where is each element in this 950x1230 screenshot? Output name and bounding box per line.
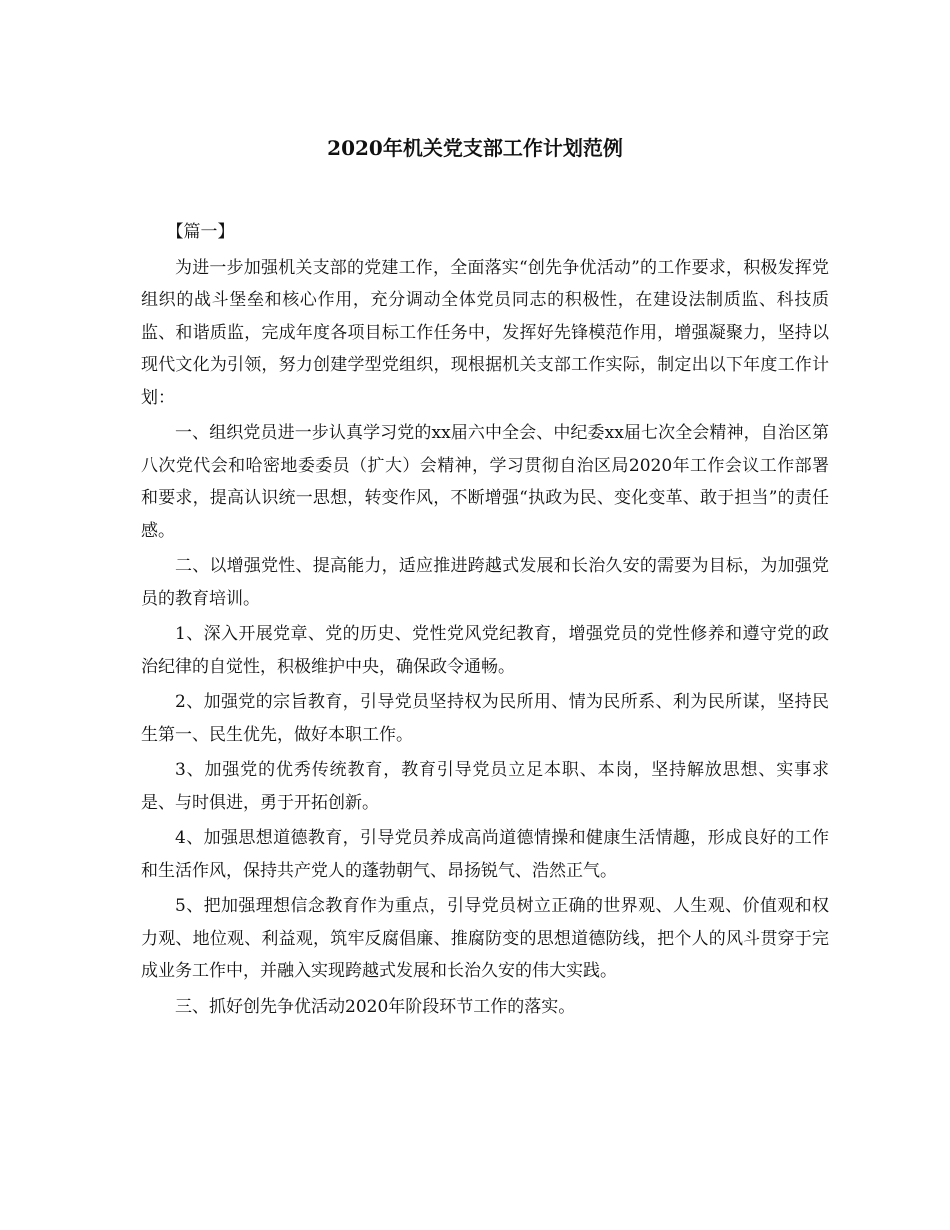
paragraph-item-1: 一、组织党员进一步认真学习党的xx届六中全会、中纪委xx届七次全会精神，自治区第八次党代会和哈密地委委员（扩大）会精神，学习贯彻自治区局2020年工作会议工作部署和要求，提高认识统一思想，转变作风，不断增强“执政为民、变化变革、敢于担当”的责任感。 xyxy=(141,423,829,541)
paragraph-subitem-5: 5、把加强理想信念教育作为重点，引导党员树立正确的世界观、人生观、价值观和权力观、地位观、利益观，筑牢反腐倡廉、推腐防变的思想道德防线，把个人的风斗贯穿于完成业务工作中，并融入实现跨越式发展和长治久安的伟大实践。 xyxy=(141,896,829,981)
paragraph-item-3: 三、抓好创先争优活动2020年阶段环节工作的落实。 xyxy=(175,996,576,1017)
document-body xyxy=(141,216,829,1026)
paragraph-subitem-1: 1、深入开展党章、党的历史、党性党风党纪教育，增强党员的党性修养和遵守党的政治纪律的自觉性，积极维护中央，确保政令通畅。 xyxy=(141,624,829,677)
paragraph-subitem-2: 2、加强党的宗旨教育，引导党员坚持权为民所用、情为民所系、利为民所谋，坚持民生第一、民生优先，做好本职工作。 xyxy=(141,692,829,745)
document-title: 2020年机关党支部工作计划范例 xyxy=(327,136,623,160)
paragraph-subitem-3: 3、加强党的优秀传统教育，教育引导党员立足本职、本岗，坚持解放思想、实事求是、与时俱进，勇于开拓创新。 xyxy=(141,760,829,813)
paragraph-item-2: 二、以增强党性、提高能力，适应推进跨越式发展和长治久安的需要为目标，为加强党员的教育培训。 xyxy=(141,556,829,609)
paragraph-intro: 为进一步加强机关支部的党建工作，全面落实“创先争优活动”的工作要求，积极发挥党组织的战斗堡垒和核心作用，充分调动全体党员同志的积极性，在建设法制质监、科技质监、和谐质监，完成年度各项目标工作任务中，发挥好先锋模范作用，增强凝聚力，坚持以现代文化为引领，努力创建学型党组织，现根据机关支部工作实际，制定出以下年度工作计划： xyxy=(141,257,829,408)
section-label: 【篇一】 xyxy=(166,222,235,242)
paragraph-subitem-4: 4、加强思想道德教育，引导党员养成高尚道德情操和健康生活情趣，形成良好的工作和生活作风，保持共产党人的蓬勃朝气、昂扬锐气、浩然正气。 xyxy=(141,828,829,881)
